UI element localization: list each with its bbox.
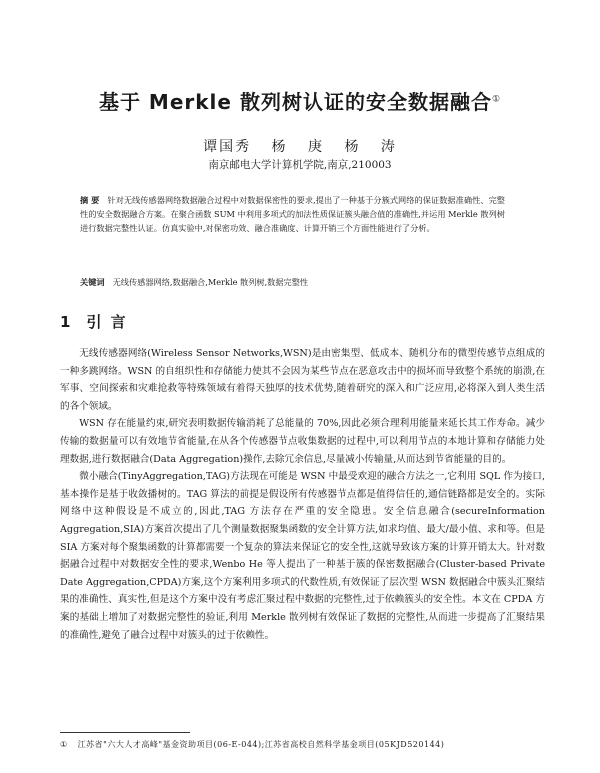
section-title: 引 言 [86,313,128,331]
abstract-label: 摘 要 [80,195,100,205]
section-heading [60,311,128,332]
body-paragraph: 无线传感器网络(Wireless Sensor Networks,WSN)是由密集型、低成本、随机分布的微型传感节点组成的一种多跳网络。WSN 的自组织性和存储能力使其不会因为某些节点在恶意攻击中的损坏而导致整个系统的崩溃,在军事、空间探索和灾难抢救等特殊领域有着得天独厚的技术优势,随着研究的深入和广泛应用,必将深入到人类生活的各个领域。 [60,348,545,412]
abstract-text: 针对无线传感器网络数据融合过程中对数据保密性的要求,提出了一种基于分簇式网络的保证数据准确性、完整性的安全数据融合方案。在聚合函数 SUM 中利用多项式的加法性质保证簇头融合值的准确性,并运用 Merkle 散列树进行数据完整性认证。仿真实验中,对保密功效、融合准确度、计算开销三个方面性能进行了分析。 [80,195,505,233]
footnote [60,737,545,752]
footnote-divider [60,732,190,733]
keywords-text: 无线传感器网络,数据融合,Merkle 散列树,数据完整性 [112,277,309,287]
author-list: 谭国秀 杨 庚 杨 涛 [203,139,397,155]
affiliation: 南京邮电大学计算机学院,南京,210003 [208,159,392,171]
footnote-text: 江苏省"六大人才高峰"基金资助项目(06-E-044);江苏省高校自然科学基金项目(05KJD520144) [77,740,445,749]
body-paragraph: WSN 存在能量约束,研究表明数据传输消耗了总能量的 70%,因此必须合理利用能量来延长其工作寿命。减少传输的数据量可以有效地节省能量,在从各个传感器节点收集数据的过程中,可以利用节点的本地计算和存储能力处理数据,进行数据融合(Data Aggregation)操作,去除冗余信息,尽量减小传输量,从而达到节省能量的目的。 [60,418,545,465]
abstract [80,193,505,235]
title-footnote-marker: ① [491,94,502,105]
footnote-marker: ① [60,740,68,749]
keywords [80,275,505,289]
paper-title [40,86,560,115]
body-paragraph: 微小融合(TinyAggregation,TAG)方法现在可能是 WSN 中最受欢迎的融合方法之一,它利用 SQL 作为接口,基本操作是基于收敛播树的。TAG 算法的前提是假设所有传感器节点都是值得信任的,通信链路都是安全的。实际网络中这种假设是不成立的,因此,TAG 方法存在严重的安全隐患。安全信息融合(secureInformation Aggregation,SIA)方案首次提出了几个测量数据聚集函数的安全计算方法,如求均值、最大/最小值、求和等。但是 SIA 方案对每个聚集函数的计算都需要一个复杂的算法来保证它的安全性,这就导致该方案的计算开销太大。针对数据融合过程中对数据安全性的要求,Wenbo He 等人提出了一种基于簇的保密数据融合(Cluster-based Private Date Aggregation,CPDA)方案,这个方案利用多项式的代数性质,有效保证了层次型 WSN 数据融合中簇头汇聚结果的准确性、真实性,但是这个方案中没有考虑汇聚过程中数据的完整性,过于依赖簇头的安全性。本文在 CPDA 方案的基础上增加了对数据完整性的验证,利用 Merkle 散列树有效保证了数据的完整性,从而进一步提高了汇聚结果的准确性,避免了融合过程中对簇头的过于依赖性。 [60,471,545,641]
keywords-label: 关键词 [80,277,105,287]
body-text [60,345,545,644]
section-number: 1 [60,313,73,331]
title-text: 基于 Merkle 散列树认证的安全数据融合 [98,90,492,114]
